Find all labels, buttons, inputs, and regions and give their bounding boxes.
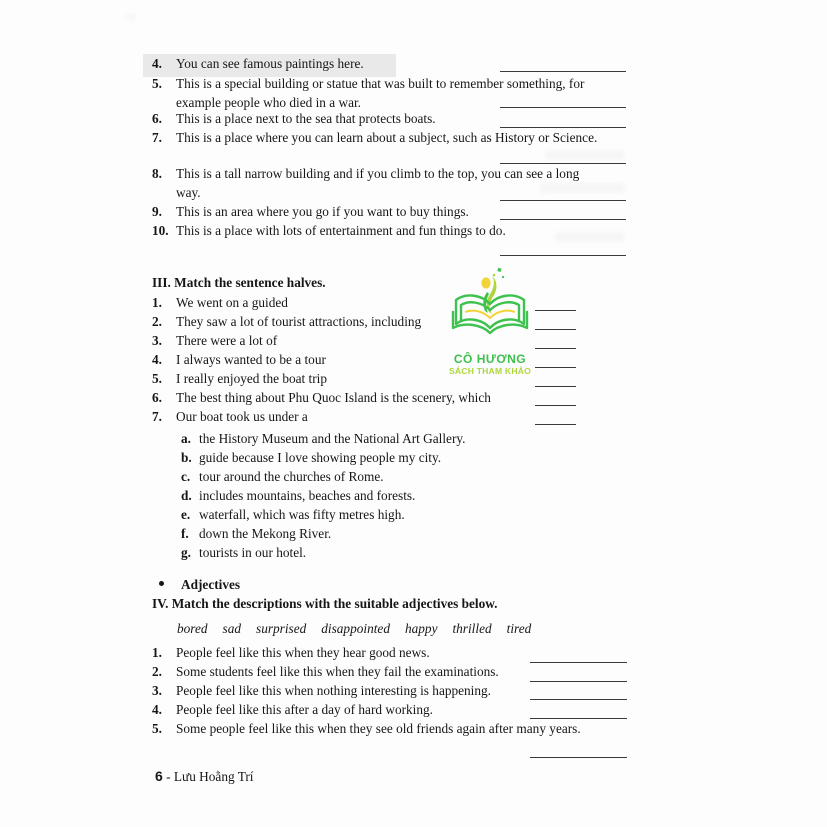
- item-number: 1.: [152, 295, 162, 310]
- watermark-subtitle: SÁCH THAM KHẢO: [448, 366, 532, 376]
- option-text: the History Museum and the National Art Gallery.: [199, 431, 466, 446]
- item-number: 9.: [152, 204, 162, 219]
- item-text: People feel like this after a day of hard working.: [176, 702, 433, 717]
- item-text: This is a place with lots of entertainment and fun things to do.: [176, 223, 506, 238]
- item-text: I always wanted to be a tour: [176, 352, 326, 367]
- item-number: 2.: [152, 664, 162, 679]
- item-text: People feel like this when they hear good news.: [176, 645, 430, 660]
- subsection-heading: Adjectives: [181, 577, 241, 592]
- option-text: guide because I love showing people my city.: [199, 450, 442, 465]
- answer-blank: [500, 219, 626, 220]
- exercise-item: [152, 681, 660, 700]
- item-number: 5.: [152, 76, 162, 91]
- option-item: [181, 543, 659, 562]
- item-text: I really enjoyed the boat trip: [176, 371, 328, 386]
- item-number: 2.: [152, 314, 162, 329]
- exercise-item: [152, 350, 660, 369]
- answer-blank: [530, 681, 627, 682]
- answer-blank: [500, 255, 626, 256]
- word-bank-word: surprised: [256, 621, 307, 636]
- option-text: tourists in our hotel.: [199, 545, 307, 560]
- option-item: [181, 524, 659, 543]
- option-text: down the Mekong River.: [199, 526, 332, 541]
- bullet-icon: [159, 581, 164, 586]
- answer-blank: [530, 718, 627, 719]
- item-number: 6.: [152, 390, 162, 405]
- item-text: This is a special building or statue that was built to remember something, for: [176, 76, 585, 91]
- exercise-item: [152, 369, 660, 388]
- option-letter: e.: [181, 507, 191, 522]
- item-text: This is a place next to the sea that protects boats.: [176, 111, 436, 126]
- item-text: Our boat took us under a: [176, 409, 308, 424]
- section-heading: IV. Match the descriptions with the suitable adjectives below.: [152, 596, 498, 611]
- option-letter: b.: [181, 450, 192, 465]
- exercise-item: [152, 700, 660, 719]
- option-text: tour around the churches of Rome.: [199, 469, 384, 484]
- item-text: This is a place where you can learn about a subject, such as History or Science.: [176, 130, 598, 145]
- answer-blank: [535, 329, 576, 330]
- answer-blank: [530, 662, 627, 663]
- item-text: You can see famous paintings here.: [176, 56, 364, 71]
- answer-blank: [535, 367, 576, 368]
- option-text: includes mountains, beaches and forests.: [199, 488, 416, 503]
- answer-blank: [530, 699, 627, 700]
- option-item: [181, 448, 659, 467]
- exercise-item: [152, 719, 660, 738]
- option-letter: f.: [181, 526, 189, 541]
- word-bank: [177, 619, 531, 638]
- item-number: 3.: [152, 683, 162, 698]
- item-number: 4.: [152, 702, 162, 717]
- word-bank-word: tired: [506, 621, 532, 636]
- word-bank-word: thrilled: [452, 621, 492, 636]
- answer-blank: [500, 71, 626, 72]
- exercise-item: [152, 293, 660, 312]
- option-letter: d.: [181, 488, 192, 503]
- exercise-item: [152, 643, 660, 662]
- exercise-item: [152, 312, 660, 331]
- item-text: Some people feel like this when they see old friends again after many years.: [176, 721, 581, 736]
- section-heading: III. Match the sentence halves.: [152, 275, 326, 290]
- option-text: waterfall, which was fifty metres high.: [199, 507, 405, 522]
- option-item: [181, 429, 659, 448]
- answer-blank: [500, 163, 626, 164]
- item-number: 7.: [152, 409, 162, 424]
- item-number: 10.: [152, 223, 169, 238]
- answer-blank: [500, 127, 626, 128]
- exercise-item: [152, 331, 660, 350]
- answer-blank: [500, 107, 626, 108]
- watermark-title: CÔ HƯƠNG: [453, 352, 527, 366]
- word-bank-word: bored: [177, 621, 208, 636]
- page-footer: [155, 767, 254, 786]
- option-letter: g.: [181, 545, 191, 560]
- item-text: There were a lot of: [176, 333, 278, 348]
- answer-blank: [535, 386, 576, 387]
- answer-blank: [530, 757, 627, 758]
- exercise-item: [152, 221, 660, 240]
- item-text: Some students feel like this when they fail the examinations.: [176, 664, 499, 679]
- exercise-item: [152, 662, 660, 681]
- item-number: 1.: [152, 645, 162, 660]
- exercise-item: [152, 164, 660, 202]
- option-letter: c.: [181, 469, 191, 484]
- item-text: way.: [176, 185, 201, 200]
- exercise-item: [152, 388, 660, 407]
- word-bank-word: sad: [222, 621, 242, 636]
- item-number: 6.: [152, 111, 162, 126]
- item-text: People feel like this when nothing interesting is happening.: [176, 683, 492, 698]
- item-number: 7.: [152, 130, 162, 145]
- item-text: example people who died in a war.: [176, 95, 361, 110]
- answer-blank: [535, 405, 576, 406]
- item-text: We went on a guided: [176, 295, 288, 310]
- item-text: They saw a lot of tourist attractions, including: [176, 314, 422, 329]
- item-number: 4.: [152, 56, 162, 71]
- footer-separator: -: [162, 769, 174, 784]
- item-text: The best thing about Phu Quoc Island is the scenery, which: [176, 390, 491, 405]
- item-number: 5.: [152, 721, 162, 736]
- author-name: Lưu Hoằng Trí: [173, 769, 254, 784]
- answer-blank: [535, 310, 576, 311]
- option-item: [181, 467, 659, 486]
- answer-blank: [535, 348, 576, 349]
- word-bank-word: disappointed: [321, 621, 390, 636]
- answer-blank: [500, 200, 626, 201]
- exercise-item: [152, 109, 660, 128]
- option-item: [181, 486, 659, 505]
- page-number: 6: [155, 768, 163, 784]
- answer-blank: [535, 424, 576, 425]
- item-number: 5.: [152, 371, 162, 386]
- exercise-item: [152, 407, 660, 426]
- item-number: 4.: [152, 352, 162, 367]
- scan-smudge: [126, 14, 136, 20]
- item-number: 8.: [152, 166, 162, 181]
- word-bank-word: happy: [404, 621, 438, 636]
- option-item: [181, 505, 659, 524]
- option-letter: a.: [181, 431, 191, 446]
- exercise-item: [152, 128, 660, 147]
- item-text: This is an area where you go if you want to buy things.: [176, 204, 469, 219]
- item-text: This is a tall narrow building and if you climb to the top, you can see a long: [176, 166, 580, 181]
- scan-smudge: [545, 150, 625, 160]
- item-number: 3.: [152, 333, 162, 348]
